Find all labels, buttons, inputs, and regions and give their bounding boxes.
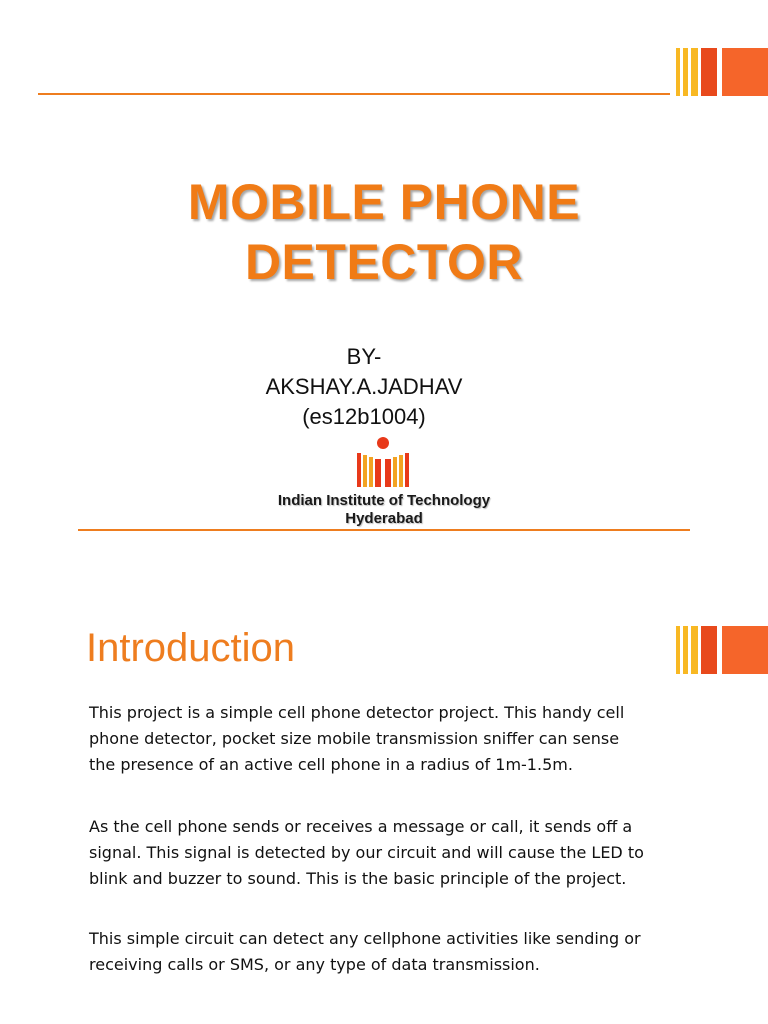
byline-prefix: BY- <box>346 344 382 369</box>
author-byline <box>0 342 728 432</box>
top-divider-line <box>38 93 670 95</box>
paragraph-line: receiving calls or SMS, or any type of data transmission. <box>89 955 540 974</box>
accent-bars-decoration <box>676 626 768 674</box>
paragraph-line: As the cell phone sends or receives a message or call, it sends off a <box>89 817 633 836</box>
institute-line-1: Indian Institute of Technology <box>277 492 491 509</box>
institute-line-2: Hyderabad <box>345 510 423 527</box>
author-name: AKSHAY.A.JADHAV <box>265 374 463 399</box>
title-line-1: MOBILE PHONE <box>187 174 581 230</box>
paragraph-line: phone detector, pocket size mobile transmission sniffer can sense <box>89 729 620 748</box>
paragraph-line: This project is a simple cell phone detector project. This handy cell <box>89 703 625 722</box>
bottom-divider-line <box>78 529 690 531</box>
slide-title <box>0 172 768 292</box>
institute-name <box>150 492 618 528</box>
paragraph-line: signal. This signal is detected by our circuit and will cause the LED to <box>89 843 644 862</box>
title-line-2: DETECTOR <box>244 234 524 290</box>
author-roll-number: (es12b1004) <box>302 404 426 429</box>
section-heading: Introduction <box>86 626 296 670</box>
introduction-slide <box>0 588 768 1024</box>
paragraph-line: blink and buzzer to sound. This is the basic principle of the project. <box>89 869 627 888</box>
intro-paragraph-1 <box>89 700 699 778</box>
intro-paragraph-3 <box>89 926 699 978</box>
paragraph-line: This simple circuit can detect any cellphone activities like sending or <box>89 929 641 948</box>
paragraph-line: the presence of an active cell phone in a radius of 1m-1.5m. <box>89 755 573 774</box>
intro-paragraph-2 <box>89 814 699 892</box>
accent-bars-decoration <box>676 48 768 96</box>
iit-hyderabad-logo-icon <box>355 435 411 491</box>
